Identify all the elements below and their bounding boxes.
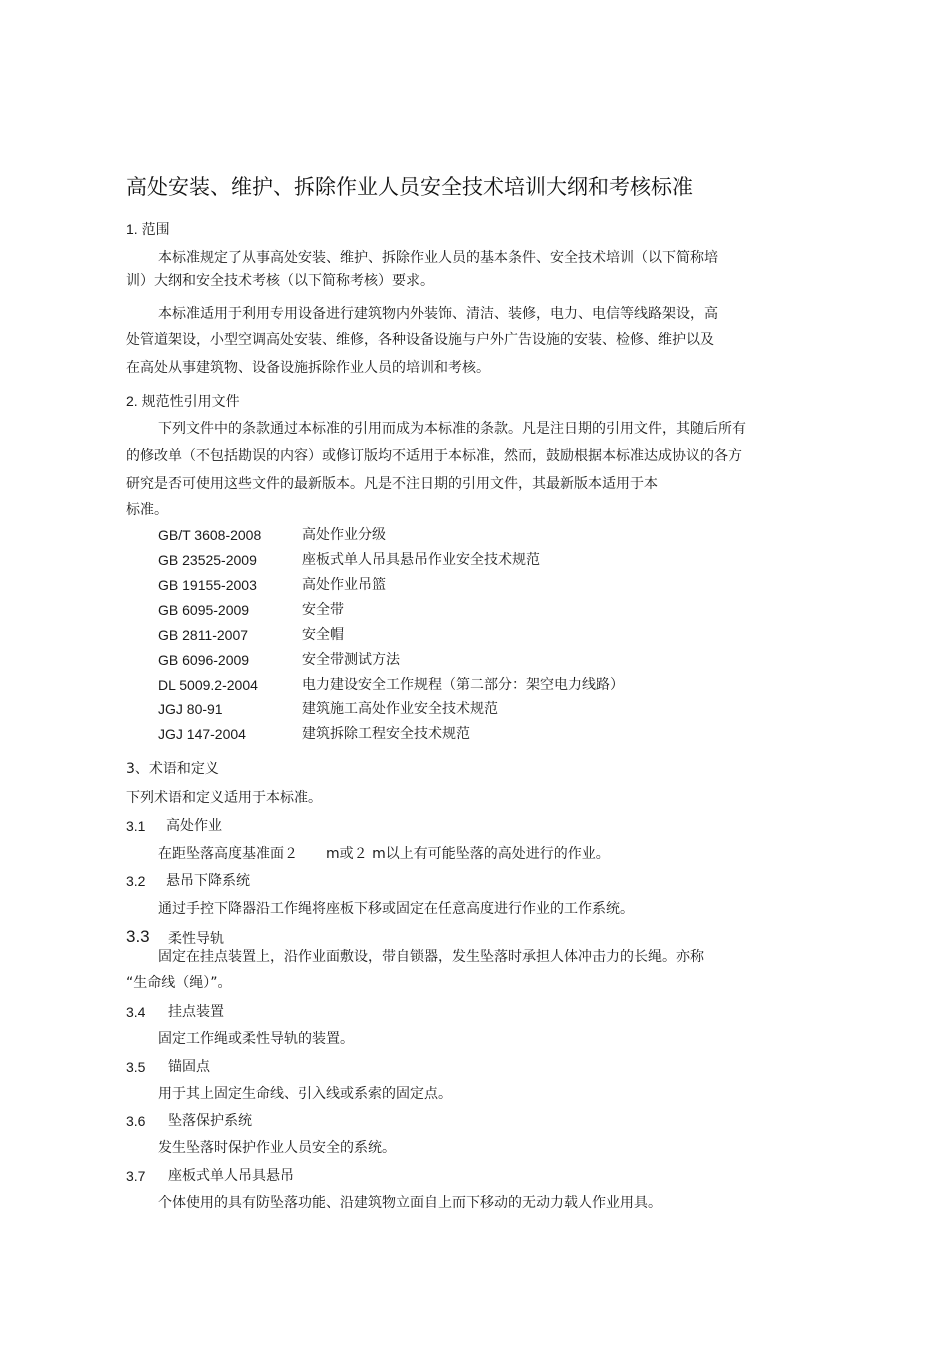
term-definition: 在距坠落高度基准面２	[158, 846, 298, 862]
paragraph-line: 研究是否可使用这些文件的最新版本。凡是不注日期的引用文件，其最新版本适用于本	[126, 476, 658, 492]
paragraph-line: 标准。	[126, 502, 168, 518]
ref-code: GB 23525-2009	[158, 552, 257, 568]
paragraph-line: 下列术语和定义适用于本标准。	[126, 790, 322, 806]
ref-name: 座板式单人吊具悬吊作业安全技术规范	[302, 552, 540, 568]
term-name: 高处作业	[166, 818, 222, 834]
term-definition: 个体使用的具有防坠落功能、沿建筑物立面自上而下移动的无动力载人作业用具。	[158, 1195, 662, 1211]
ref-name: 电力建设安全工作规程（第二部分：架空电力线路）	[302, 677, 624, 693]
section-1-heading: 1. 范围	[126, 221, 170, 237]
term-name: 挂点装置	[168, 1004, 224, 1020]
term-number: 3.2	[126, 873, 146, 889]
ref-name: 建筑施工高处作业安全技术规范	[302, 701, 498, 717]
paragraph-line: 本标准适用于利用专用设备进行建筑物内外装饰、清洁、装修，电力、电信等线路架设，高	[158, 306, 718, 322]
ref-code: JGJ 147-2004	[158, 726, 246, 742]
term-number: 3.6	[126, 1113, 146, 1129]
ref-code: DL 5009.2-2004	[158, 677, 258, 693]
term-name: 柔性导轨	[168, 931, 224, 947]
ref-name: 建筑拆除工程安全技术规范	[302, 726, 470, 742]
term-name: 座板式单人吊具悬吊	[168, 1168, 294, 1184]
term-definition: 固定在挂点装置上，沿作业面敷设，带自锁器，发生坠落时承担人体冲击力的长绳。亦称	[158, 949, 704, 965]
term-definition: 通过手控下降器沿工作绳将座板下移或固定在任意高度进行作业的工作系统。	[158, 901, 634, 917]
ref-code: GB 2811-2007	[158, 627, 249, 643]
term-number: 3.1	[126, 818, 146, 834]
term-number: 3.5	[126, 1059, 146, 1075]
ref-name: 高处作业吊篮	[302, 577, 386, 593]
ref-code: GB 6095-2009	[158, 602, 250, 618]
ref-name: 安全带测试方法	[302, 652, 400, 668]
document-title: 高处安装、维护、拆除作业人员安全技术培训大纲和考核标准	[126, 175, 693, 199]
ref-name: 安全带	[302, 602, 344, 618]
term-number: 3.3	[126, 927, 150, 946]
term-definition: 用于其上固定生命线、引入线或系索的固定点。	[158, 1086, 452, 1102]
ref-code: GB 6096-2009	[158, 652, 250, 668]
paragraph-line: 处管道架设，小型空调高处安装、维修，各种设备设施与户外广告设施的安装、检修、维护以及	[126, 332, 714, 348]
term-name: 锚固点	[168, 1059, 210, 1075]
ref-code: GB/T 3608-2008	[158, 527, 262, 543]
paragraph-line: 的修改单（不包括勘误的内容）或修订版均不适用于本标准，然而，鼓励根据本标准达成协议的各方	[126, 448, 742, 464]
term-name: 坠落保护系统	[168, 1113, 252, 1129]
paragraph-line: 在高处从事建筑物、设备设施拆除作业人员的培训和考核。	[126, 360, 490, 376]
term-definition: “生命线（绳）”。	[126, 975, 232, 991]
paragraph-line: 训）大纲和安全技术考核（以下简称考核）要求。	[126, 273, 434, 289]
term-definition: m或２ m以上有可能坠落的高处进行的作业。	[326, 846, 610, 862]
term-number: 3.4	[126, 1004, 146, 1020]
paragraph-line: 本标准规定了从事高处安装、维护、拆除作业人员的基本条件、安全技术培训（以下简称培	[158, 250, 718, 266]
term-name: 悬吊下降系统	[166, 873, 250, 889]
ref-name: 安全帽	[302, 627, 344, 643]
term-number: 3.7	[126, 1168, 146, 1184]
ref-name: 高处作业分级	[302, 527, 386, 543]
section-3-heading: 3、术语和定义	[126, 761, 219, 777]
term-definition: 发生坠落时保护作业人员安全的系统。	[158, 1140, 396, 1156]
term-definition: 固定工作绳或柔性导轨的装置。	[158, 1031, 354, 1047]
section-2-heading: 2. 规范性引用文件	[126, 393, 240, 409]
ref-code: GB 19155-2003	[158, 577, 257, 593]
ref-code: JGJ 80-91	[158, 701, 223, 717]
paragraph-line: 下列文件中的条款通过本标准的引用而成为本标准的条款。凡是注日期的引用文件，其随后所有	[158, 421, 746, 437]
